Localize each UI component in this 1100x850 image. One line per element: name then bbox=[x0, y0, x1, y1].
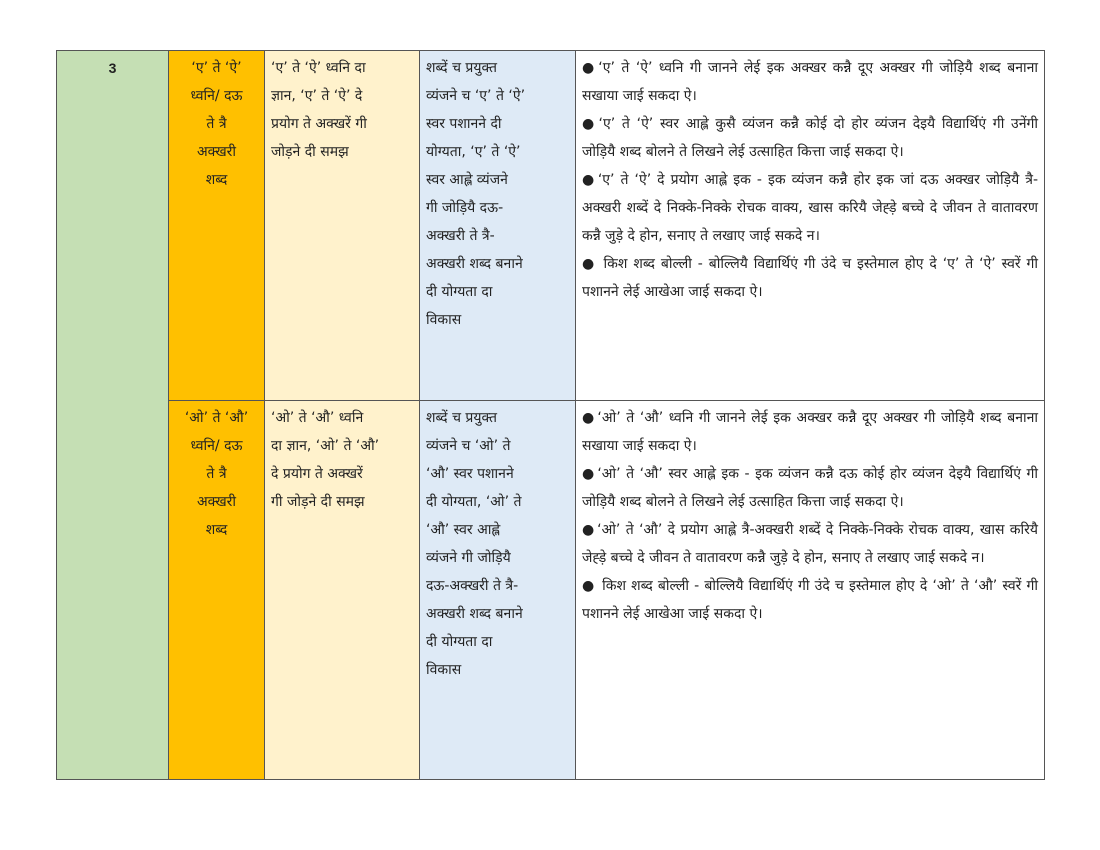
topic-line: ध्वनि/ दऊ bbox=[190, 438, 243, 454]
skill-line: दी योग्यता दा bbox=[426, 634, 493, 650]
activity-item bbox=[582, 572, 1038, 628]
skill-line: विकास bbox=[426, 312, 462, 328]
activity-text: किश शब्द बोल्ली - बोल्लियै विद्यार्थिएं गी उंदे च इस्तेमाल होए दे ‘ओ’ ते ‘औ’ स्वरें गी पशानने लेई आखेआ जाई सकदा ऐ। bbox=[582, 578, 1039, 622]
skill-line: विकास bbox=[426, 662, 462, 678]
bullet-icon: ● bbox=[582, 116, 597, 132]
skill-line: शब्दें च प्रयुक्त bbox=[426, 60, 497, 76]
topic-line: अक्खरी bbox=[196, 494, 237, 510]
skill-cell bbox=[420, 51, 576, 401]
unit-number: 3 bbox=[108, 60, 117, 76]
skill-line: अक्खरी शब्द बनाने bbox=[426, 606, 523, 622]
activity-item bbox=[582, 404, 1038, 460]
activity-text: ‘ओ’ ते ‘औ’ स्वर आह्ले इक - इक व्यंजन कन्नै दऊ कोई होर व्यंजन देइयै विद्यार्थिएं गी जोड़ियै शब्द बोलने ते लिखने लेई उत्साहित कित्ता जाई सकदा ऐ। bbox=[582, 466, 1038, 510]
bullet-icon: ● bbox=[582, 60, 597, 76]
activity-text: ‘ए’ ते ‘ऐ’ ध्वनि गी जानने लेई इक अक्खर कन्नै दूए अक्खर गी जोड़ियै शब्द बनाना सखाया जाई सकदा ऐ। bbox=[582, 60, 1038, 104]
outcome-line: दा ज्ञान, ‘ओ’ ते ‘औ’ bbox=[271, 438, 380, 454]
topic-line: अक्खरी bbox=[196, 144, 237, 160]
activity-text: ‘ओ’ ते ‘औ’ दे प्रयोग आह्ले त्रै-अक्खरी शब्दें दे निक्के-निक्के रोचक वाक्य, खास करियै जेह्ड़े बच्चे दे जीवन ते वातावरण कन्नै जुड़े दे होन, सनाए ते लखाए जाई सकदे न। bbox=[582, 522, 1039, 566]
skill-line: योग्यता, ‘ए’ ते ‘ऐ’ bbox=[426, 144, 521, 160]
table-row bbox=[57, 51, 1045, 401]
topic-cell bbox=[169, 51, 265, 401]
activity-text: ‘ओ’ ते ‘औ’ ध्वनि गी जानने लेई इक अक्खर कन्नै दूए अक्खर गी जोड़ियै शब्द बनाना सखाया जाई सकदा ऐ। bbox=[582, 410, 1038, 454]
skill-line: दी योग्यता दा bbox=[426, 284, 493, 300]
skill-line: दऊ-अक्खरी ते त्रै- bbox=[426, 578, 519, 594]
skill-line: स्वर आह्ले व्यंजने bbox=[426, 172, 508, 188]
topic-line: शब्द bbox=[205, 172, 228, 188]
skill-line: अक्खरी ते त्रै- bbox=[426, 228, 495, 244]
skill-line: ‘औ’ स्वर पशानने bbox=[426, 466, 514, 482]
outcome-line: प्रयोग ते अक्खरें गी bbox=[271, 116, 367, 132]
activities-cell bbox=[576, 51, 1045, 401]
outcome-line: गी जोड़ने दी समझ bbox=[271, 494, 365, 510]
topic-line: ‘ओ’ ते ‘औ’ bbox=[184, 410, 249, 426]
skill-line: व्यंजने च ‘ए’ ते ‘ऐ’ bbox=[426, 88, 526, 104]
bullet-icon: ● bbox=[582, 578, 595, 594]
activities-cell bbox=[576, 401, 1045, 780]
learning-outcome-cell bbox=[265, 401, 420, 780]
skill-line: शब्दें च प्रयुक्त bbox=[426, 410, 497, 426]
activity-item bbox=[582, 250, 1038, 306]
topic-line: शब्द bbox=[205, 522, 228, 538]
topic-line: ध्वनि/ दऊ bbox=[190, 88, 243, 104]
activity-text: ‘ए’ ते ‘ऐ’ दे प्रयोग आह्ले इक - इक व्यंजन कन्नै होर इक जां दऊ अक्खर जोड़ियै त्रै-अक्खरी शब्दें दे निक्के-निक्के रोचक वाक्य, खास करियै जेह्ड़े बच्चे दे जीवन ते वातावरण कन्नै जुड़े दे होन, सनाए ते लखाए जाई सकदे न। bbox=[582, 172, 1039, 244]
lesson-plan-table bbox=[56, 50, 1045, 780]
skill-line: व्यंजने गी जोड़ियै bbox=[426, 550, 511, 566]
activity-item bbox=[582, 166, 1038, 250]
skill-line: स्वर पशानने दी bbox=[426, 116, 502, 132]
topic-line: ते त्रै bbox=[206, 116, 227, 132]
outcome-line: ‘ए’ ते ‘ऐ’ ध्वनि दा bbox=[271, 60, 366, 76]
activity-item bbox=[582, 54, 1038, 110]
outcome-line: ज्ञान, ‘ए’ ते ‘ऐ’ दे bbox=[271, 88, 363, 104]
activity-item bbox=[582, 460, 1038, 516]
activity-text: किश शब्द बोल्ली - बोल्लियै विद्यार्थिएं गी उंदे च इस्तेमाल होए दे ‘ए’ ते ‘ऐ’ स्वरें गी पशानने लेई आखेआ जाई सकदा ऐ। bbox=[582, 256, 1038, 300]
bullet-icon: ● bbox=[582, 522, 596, 538]
unit-number-cell bbox=[57, 51, 169, 780]
bullet-icon: ● bbox=[582, 410, 596, 426]
bullet-icon: ● bbox=[582, 172, 596, 188]
learning-outcome-cell bbox=[265, 51, 420, 401]
outcome-line: जोड़ने दी समझ bbox=[271, 144, 349, 160]
skill-line: अक्खरी शब्द बनाने bbox=[426, 256, 523, 272]
bullet-icon: ● bbox=[582, 466, 596, 482]
activity-item bbox=[582, 516, 1038, 572]
topic-line: ‘ए’ ते ‘ऐ’ bbox=[191, 60, 242, 76]
skill-line: दी योग्यता, ‘ओ’ ते bbox=[426, 494, 522, 510]
skill-line: व्यंजने च ‘ओ’ ते bbox=[426, 438, 511, 454]
table-row bbox=[57, 401, 1045, 780]
skill-line: गी जोड़ियै दऊ- bbox=[426, 200, 504, 216]
topic-cell bbox=[169, 401, 265, 780]
bullet-icon: ● bbox=[582, 256, 596, 272]
outcome-line: दे प्रयोग ते अक्खरें bbox=[271, 466, 363, 482]
outcome-line: ‘ओ’ ते ‘औ’ ध्वनि bbox=[271, 410, 364, 426]
topic-line: ते त्रै bbox=[206, 466, 227, 482]
activity-item bbox=[582, 110, 1038, 166]
skill-line: ‘औ’ स्वर आह्ले bbox=[426, 522, 501, 538]
skill-cell bbox=[420, 401, 576, 780]
activity-text: ‘ए’ ते ‘ऐ’ स्वर आह्ले कुसै व्यंजन कन्नै कोई दो होर व्यंजन देइयै विद्यार्थिएं गी उनेंगी जोड़ियै शब्द बोलने ते लिखने लेई उत्साहित कित्ता जाई सकदा ऐ। bbox=[582, 116, 1039, 160]
